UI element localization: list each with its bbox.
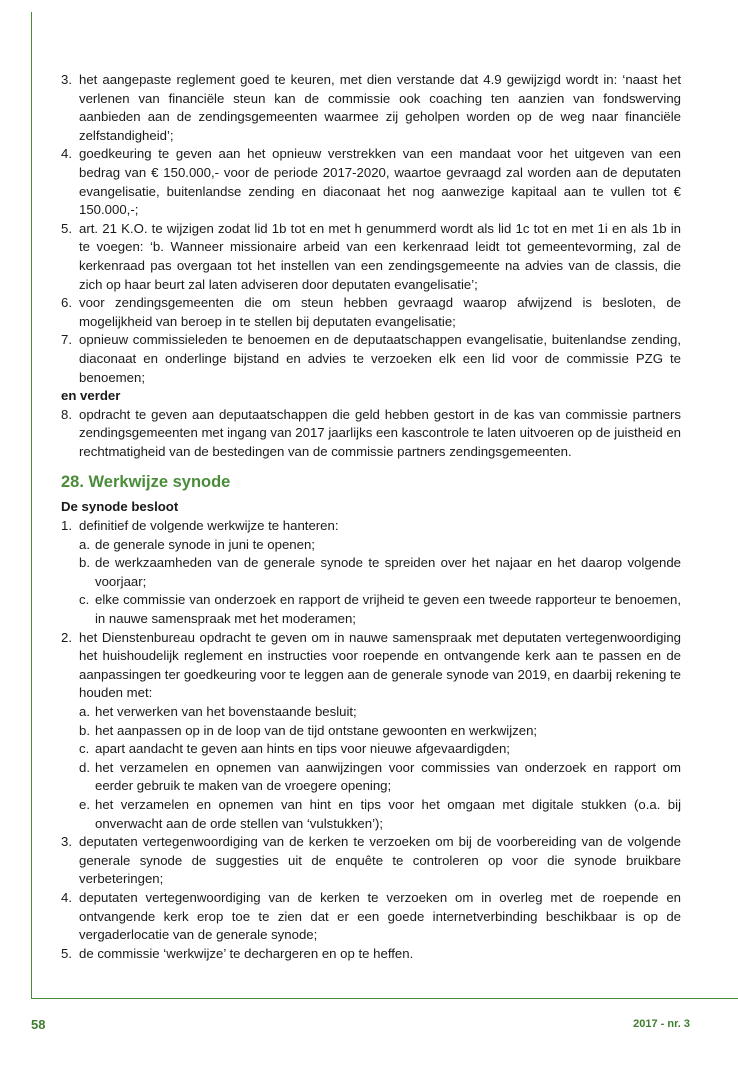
issue-label: 2017 - nr. 3: [633, 1018, 690, 1030]
item-number: 1.: [61, 518, 72, 534]
sub-item-letter: b.: [79, 722, 90, 738]
section-heading: 28. Werkwijze synode: [61, 473, 231, 492]
sub-item-text: het verzamelen en opnemen van aanwijzingen voor commissies van onderzoek en rapport om eerder gebruik te maken van de vroegere opening;: [95, 759, 681, 794]
sub-item-letter: d.: [79, 759, 90, 775]
list-item: [61, 833, 681, 889]
item-number: 3.: [61, 834, 72, 850]
sub-item-text: het verwerken van het bovenstaande besluit;: [95, 704, 357, 719]
list-item: [61, 629, 681, 703]
sub-item-letter: c.: [79, 592, 90, 608]
sub-item-text: apart aandacht te geven aan hints en tips voor nieuwe afgevaardigden;: [95, 741, 510, 757]
list-item: [61, 220, 681, 294]
item-text: het aangepaste reglement goed te keuren, met dien verstande dat 4.9 gewijzigd wordt in: ‘naast het verlenen van financiële steun kan de commissie ook coaching ten aanzien van fondswerving aanbieden aan de zendingsgemeenten waarmee zij geholpen worden op de weg naar financiële zelfstandigheid’;: [79, 72, 681, 143]
sub-item-letter: e.: [79, 796, 90, 812]
list-item: [61, 331, 681, 387]
item-text: goedkeuring te geven aan het opnieuw verstrekken van een mandaat voor het uitgeven van een bedrag van € 150.000,- voor de periode 2017-2020, waartoe gevraagd zal worden aan de deputaten evangelisatie, buitenlandse zending en diaconaat het nog aanwezige kapitaal aan te vullen tot € 150.000,-;: [79, 146, 681, 218]
page-number: 58: [31, 1017, 46, 1032]
page-content: [61, 71, 681, 963]
sub-item: [61, 703, 681, 722]
list-item: [61, 945, 681, 964]
item-number: 7.: [61, 332, 72, 348]
list-item: [61, 294, 681, 331]
item-text: art. 21 K.O. te wijzigen zodat lid 1b tot en met h genummerd wordt als lid 1c tot en met 1i en als 1b in te voegen: ‘b. Wanneer missionaire arbeid van een kerkenraad leidt tot gemeentevorming, zal de kerkenraad pas overgaan tot het instellen van een zendingsgemeente na advies van de classis, die zich op haar beurt zal laten adviseren door deputaten evangelisatie’;: [79, 220, 681, 292]
sub-item: [61, 591, 681, 628]
item-number: 4.: [61, 146, 72, 162]
sub-item-letter: b.: [79, 555, 90, 571]
sub-item: [61, 722, 681, 741]
item-number: 2.: [61, 629, 72, 645]
item-text: deputaten vertegenwoordiging van de kerken te verzoeken om in overleg met de roepende en ontvangende kerk erop toe te zien dat er een goede internetverbinding beschikbaar is op de vergaderlocatie van de generale synode;: [79, 889, 681, 943]
sub-item-text: het aanpassen op in de loop van de tijd ontstane gewoonten en werkwijzen;: [95, 722, 538, 738]
item-text: het Dienstenbureau opdracht te geven om in nauwe samenspraak met deputaten vertegenwoordiging het huishoudelijk reglement en instructies voor roepende en ontvangende kerk aan te passen en de aanpassingen ter goedkeuring voor te leggen aan de generale synode van 2019, en daarbij rekening te houden met:: [79, 629, 681, 701]
item-number: 5.: [61, 220, 72, 236]
list-item: [61, 406, 681, 462]
left-margin-rule: [31, 12, 32, 998]
item-text: opdracht te geven aan deputaatschappen die geld hebben gestort in de kas van commissie partners zendingsgemeenten met ingang van 2017 jaarlijks een kascontrole te laten uitvoeren op de juistheid en rechtmatigheid van de bestedingen van de commissie partners zendingsgemeenten.: [79, 406, 681, 459]
list-item: [61, 517, 681, 536]
item-text: de commissie ‘werkwijze’ te dechargeren en op te heffen.: [79, 945, 414, 961]
sub-item: [61, 554, 681, 591]
item-number: 4.: [61, 889, 72, 905]
item-number: 6.: [61, 295, 72, 311]
sub-item: [61, 536, 681, 555]
item-text: definitief de volgende werkwijze te hanteren:: [79, 518, 339, 534]
sub-item: [61, 796, 681, 833]
item-number: 5.: [61, 945, 72, 961]
item-text: deputaten vertegenwoordiging van de kerken te verzoeken om bij de voorbereiding van de volgende generale synode de suggesties uit de enquête te controleren op voor die synode bruikbare verbeteringen;: [79, 834, 681, 887]
item-number: 8.: [61, 406, 72, 422]
list-item: [61, 71, 681, 145]
list-item: [61, 889, 681, 945]
decision-label: De synode besloot: [61, 499, 179, 515]
item-number: 3.: [61, 72, 72, 87]
bottom-rule: [31, 998, 738, 999]
sub-item-text: het verzamelen en opnemen van hint en tips voor het omgaan met digitale stukken (o.a. bij onverwacht aan de orde stellen van ‘vulstukken’);: [95, 796, 681, 831]
list-item: [61, 145, 681, 219]
en-verder-label: en verder: [61, 388, 121, 404]
sub-item-letter: a.: [79, 704, 90, 719]
sub-item-letter: a.: [79, 536, 90, 552]
sub-item-text: de werkzaamheden van de generale synode te spreiden over het najaar en het daarop volgende voorjaar;: [95, 555, 681, 589]
sub-item-text: de generale synode in juni te openen;: [95, 536, 315, 552]
sub-item: [61, 740, 681, 759]
sub-item: [61, 759, 681, 796]
sub-item-text: elke commissie van onderzoek en rapport de vrijheid te geven een tweede rapporteur te benoemen, in nauwe samenspraak met het moderamen;: [95, 592, 681, 627]
item-text: opnieuw commissieleden te benoemen en de deputaatschappen evangelisatie, buitenlandse zending, diaconaat en onderlinge bijstand en advies te verzoeken elk een lid voor de commissie PZG te benoemen;: [79, 332, 681, 385]
sub-item-letter: c.: [79, 741, 90, 757]
item-text: voor zendingsgemeenten die om steun hebben gevraagd waarop afwijzend is besloten, de mogelijkheid van beroep in te stellen bij deputaten evangelisatie;: [79, 295, 681, 329]
